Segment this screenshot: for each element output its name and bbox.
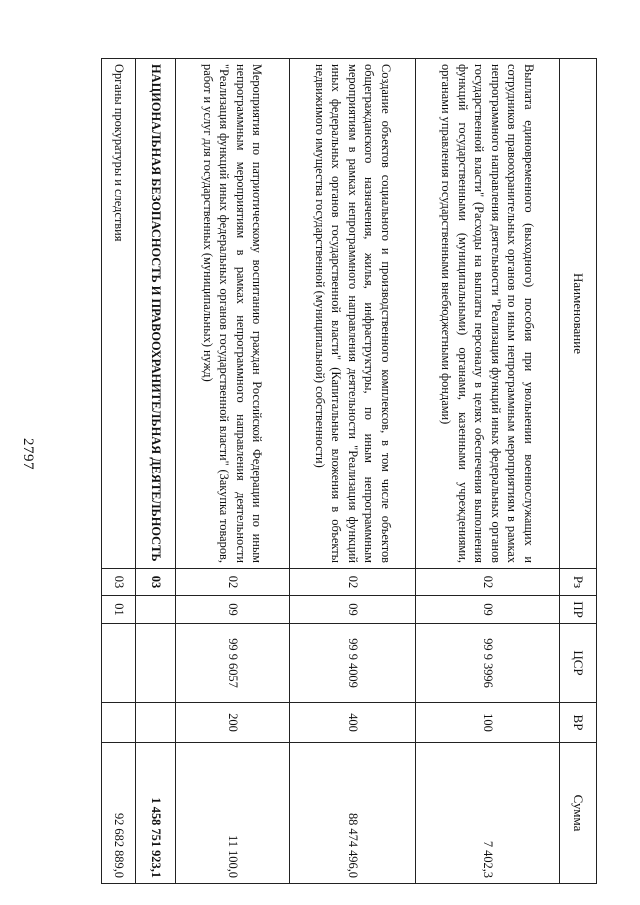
row-csr: 99 9 3996 bbox=[416, 624, 560, 703]
row-sum: 88 474 496,0 bbox=[290, 743, 416, 884]
header-vr: ВР bbox=[560, 703, 597, 743]
budget-table bbox=[101, 58, 597, 884]
row-rz: 02 bbox=[416, 569, 560, 596]
row-pr: 09 bbox=[416, 596, 560, 624]
header-sum: Сумма bbox=[560, 743, 597, 884]
row-csr: 99 9 4009 bbox=[290, 624, 416, 703]
row-csr: 99 9 6057 bbox=[176, 624, 290, 703]
table-header-row bbox=[560, 59, 597, 884]
row-rz: 03 bbox=[136, 569, 176, 596]
header-csr: ЦСР bbox=[560, 624, 597, 703]
budget-table-container bbox=[48, 58, 597, 883]
row-vr: 200 bbox=[176, 703, 290, 743]
row-vr: 100 bbox=[416, 703, 560, 743]
row-rz: 03 bbox=[102, 569, 136, 596]
table-row bbox=[416, 59, 560, 884]
row-pr: 09 bbox=[290, 596, 416, 624]
row-name: Выплата единовременного (выходного) пособия при увольнении военнослужащих и сотрудников правоохранительных органов по иным непрограммным мероприятиям в рамках непрограммного направления деятельности "Реализация функций иных федеральных органов государственной власти" (Расходы на выплаты персоналу в целях обеспечения выполнения функций государственными (муниципальными) органами, казенными учреждениями, органами управления государственными внебюджетными фондами) bbox=[416, 59, 560, 569]
row-pr bbox=[136, 596, 176, 624]
page-number: 2797 bbox=[20, 438, 36, 470]
row-sum: 1 458 751 923,1 bbox=[136, 743, 176, 884]
row-rz: 02 bbox=[176, 569, 290, 596]
row-name: Органы прокуратуры и следствия bbox=[102, 59, 136, 569]
row-vr: 400 bbox=[290, 703, 416, 743]
row-sum: 11 100,0 bbox=[176, 743, 290, 884]
row-csr bbox=[102, 624, 136, 703]
table-row bbox=[290, 59, 416, 884]
row-vr bbox=[102, 703, 136, 743]
row-name: Создание объектов социального и производственного комплексов, в том числе объектов общегражданского назначения, жилья, инфраструктуры, по иным непрограммным мероприятиям в рамках непрограммного направления деятельности "Реализация функций иных федеральных органов государственной власти" (Капитальные вложения в объекты недвижимого имущества государственной (муниципальной) собственности) bbox=[290, 59, 416, 569]
row-pr: 09 bbox=[176, 596, 290, 624]
table-row-section bbox=[136, 59, 176, 884]
row-csr bbox=[136, 624, 176, 703]
row-rz: 02 bbox=[290, 569, 416, 596]
header-name: Наименование bbox=[560, 59, 597, 569]
header-rz: Рз bbox=[560, 569, 597, 596]
header-pr: ПР bbox=[560, 596, 597, 624]
row-name: Мероприятия по патриотическому воспитанию граждан Российской Федерации по иным непрограммным мероприятиям в рамках непрограммного направления деятельности "Реализация функций иных федеральных органов государственной власти" (Закупка товаров, работ и услуг для государственных (муниципальных) нужд) bbox=[176, 59, 290, 569]
table-row bbox=[176, 59, 290, 884]
row-pr: 01 bbox=[102, 596, 136, 624]
row-name: НАЦИОНАЛЬНАЯ БЕЗОПАСНОСТЬ И ПРАВООХРАНИТЕЛЬНАЯ ДЕЯТЕЛЬНОСТЬ bbox=[136, 59, 176, 569]
table-row bbox=[102, 59, 136, 884]
row-sum: 92 682 889,0 bbox=[102, 743, 136, 884]
row-vr bbox=[136, 703, 176, 743]
row-sum: 7 402,3 bbox=[416, 743, 560, 884]
